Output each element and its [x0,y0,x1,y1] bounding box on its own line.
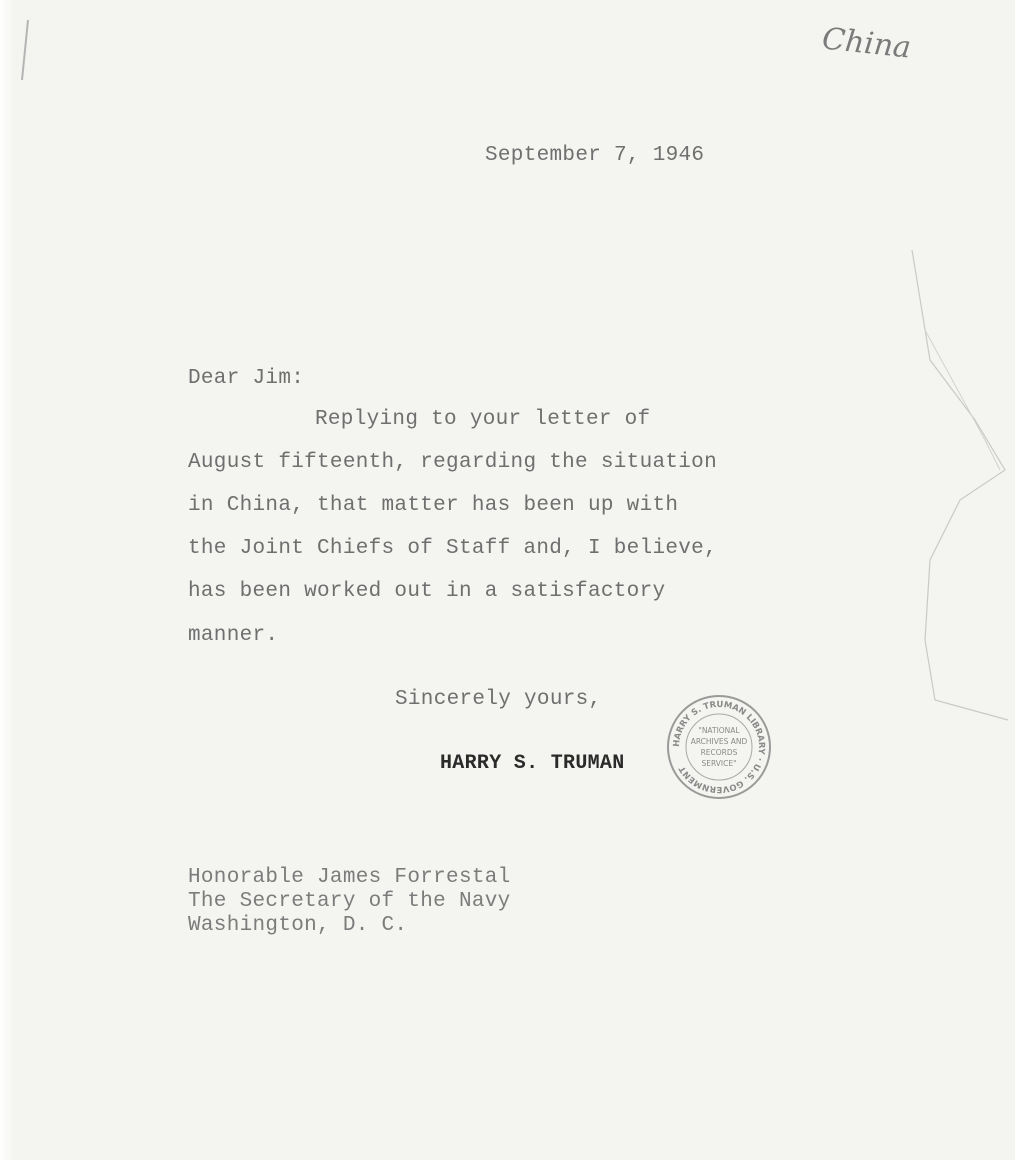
signature-block: HARRY S. TRUMAN [440,752,625,775]
stamp-center-line: SERVICE" [701,759,737,768]
stamp-center-line: ARCHIVES AND [690,737,748,746]
stamp-seal-icon [665,693,773,801]
body-line: August fifteenth, regarding the situation [188,451,717,474]
salutation: Dear Jim: [188,367,305,390]
body-line: manner. [188,624,279,647]
stamp-ring-text: HARRY S. TRUMAN LIBRARY · U.S. GOVERNMENT [671,699,767,795]
recipient-line: The Secretary of the Navy [188,890,511,913]
letter-date: September 7, 1946 [485,144,705,167]
body-line: Replying to your letter of [315,408,651,431]
recipient-line: Washington, D. C. [188,914,408,937]
paper-edge-bottom [0,1160,1015,1174]
archive-stamp [665,693,773,801]
stamp-center-line: "NATIONAL [698,726,740,735]
body-line: in China, that matter has been up with [188,494,679,517]
closing: Sincerely yours, [395,688,602,711]
handwritten-annotation: China [820,21,913,66]
body-line: the Joint Chiefs of Staff and, I believe, [188,537,717,560]
stamp-center-line: RECORDS [700,748,738,757]
recipient-line: Honorable James Forrestal [188,866,511,889]
body-line: has been worked out in a satisfactory [188,580,666,603]
